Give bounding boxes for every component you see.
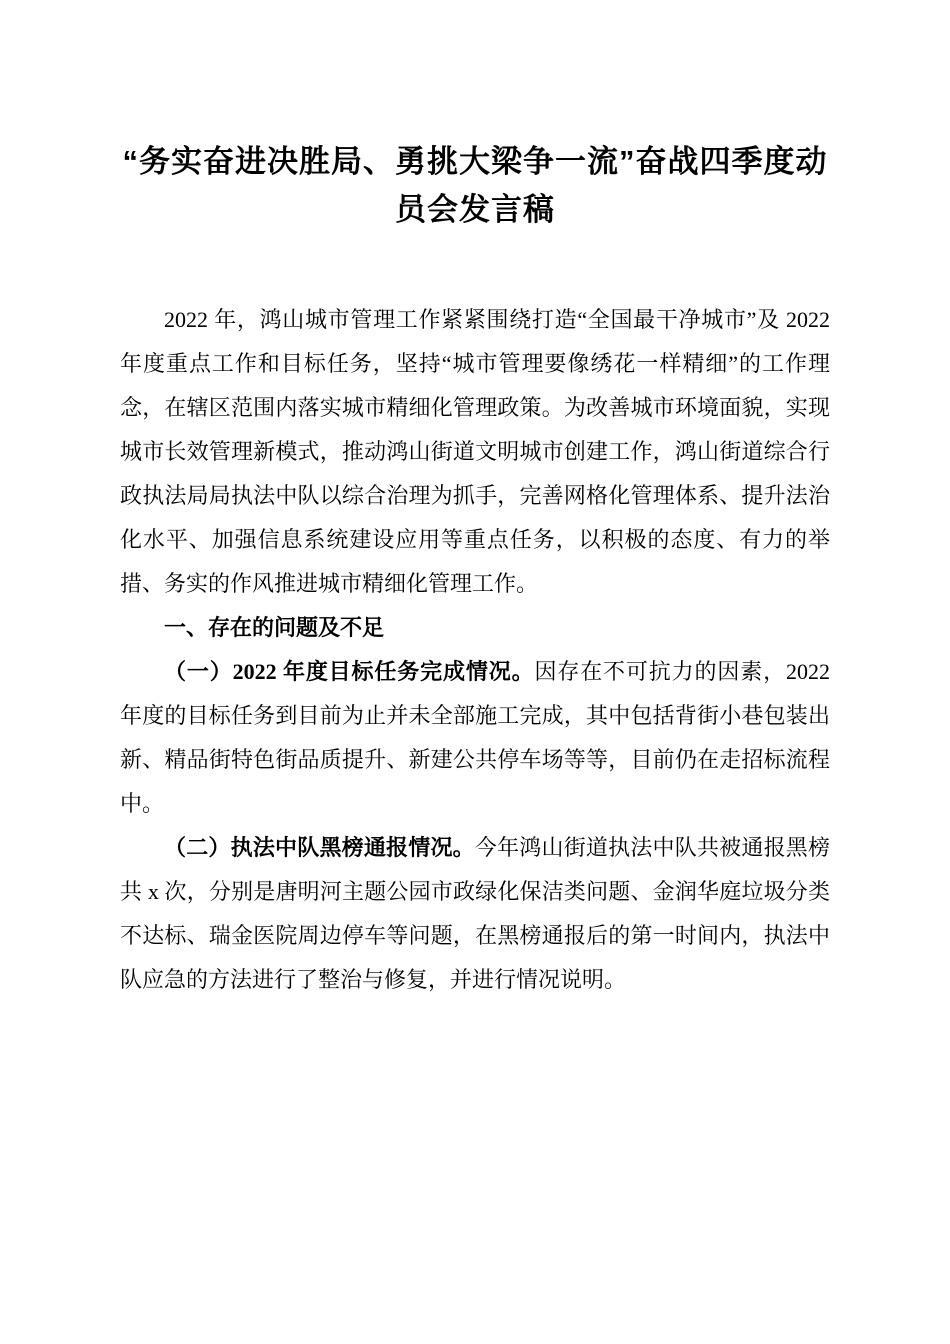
paragraph-item-1: [120, 650, 830, 826]
paragraph-item-2: [120, 826, 830, 1002]
section-heading-problems: 一、存在的问题及不足: [164, 615, 385, 641]
document-title: “务实奋进决胜局、勇挑大梁争一流”奋战四季度动员会发言稿: [122, 144, 828, 228]
paragraph-item-1-text: 因存在不可抗力的因素，2022 年度的目标任务到目前为止并未全部施工完成，其中包括背街小巷包装出新、精品街特色街品质提升、新建公共停车场等等，目前仍在走招标流程中。: [120, 659, 830, 817]
paragraph-item-2-lead: （二）执法中队黑榜通报情况。: [164, 835, 475, 861]
document-body: [120, 298, 830, 1002]
paragraph-item-1-lead: （一）2022 年度目标任务完成情况。: [164, 659, 535, 685]
paragraph-item-2-text: 今年鸿山街道执法中队共被通报黑榜共 x 次，分别是唐明河主题公园市政绿化保洁类问题、金润华庭垃圾分类不达标、瑞金医院周边停车等问题，在黑榜通报后的第一时间内，执法中队应急的方法进行了整治与修复，并进行情况说明。: [120, 835, 830, 993]
intro-paragraph: 2022 年，鸿山城市管理工作紧紧围绕打造“全国最干净城市”及 2022 年度重点工作和目标任务，坚持“城市管理要像绣花一样精细”的工作理念，在辖区范围内落实城市精细化管理政策。为改善城市环境面貌，实现城市长效管理新模式，推动鸿山街道文明城市创建工作，鸿山街道综合行政执法局局执法中队以综合治理为抓手，完善网格化管理体系、提升法治化水平、加强信息系统建设应用等重点任务，以积极的态度、有力的举措、务实的作风推进城市精细化管理工作。: [120, 307, 830, 597]
